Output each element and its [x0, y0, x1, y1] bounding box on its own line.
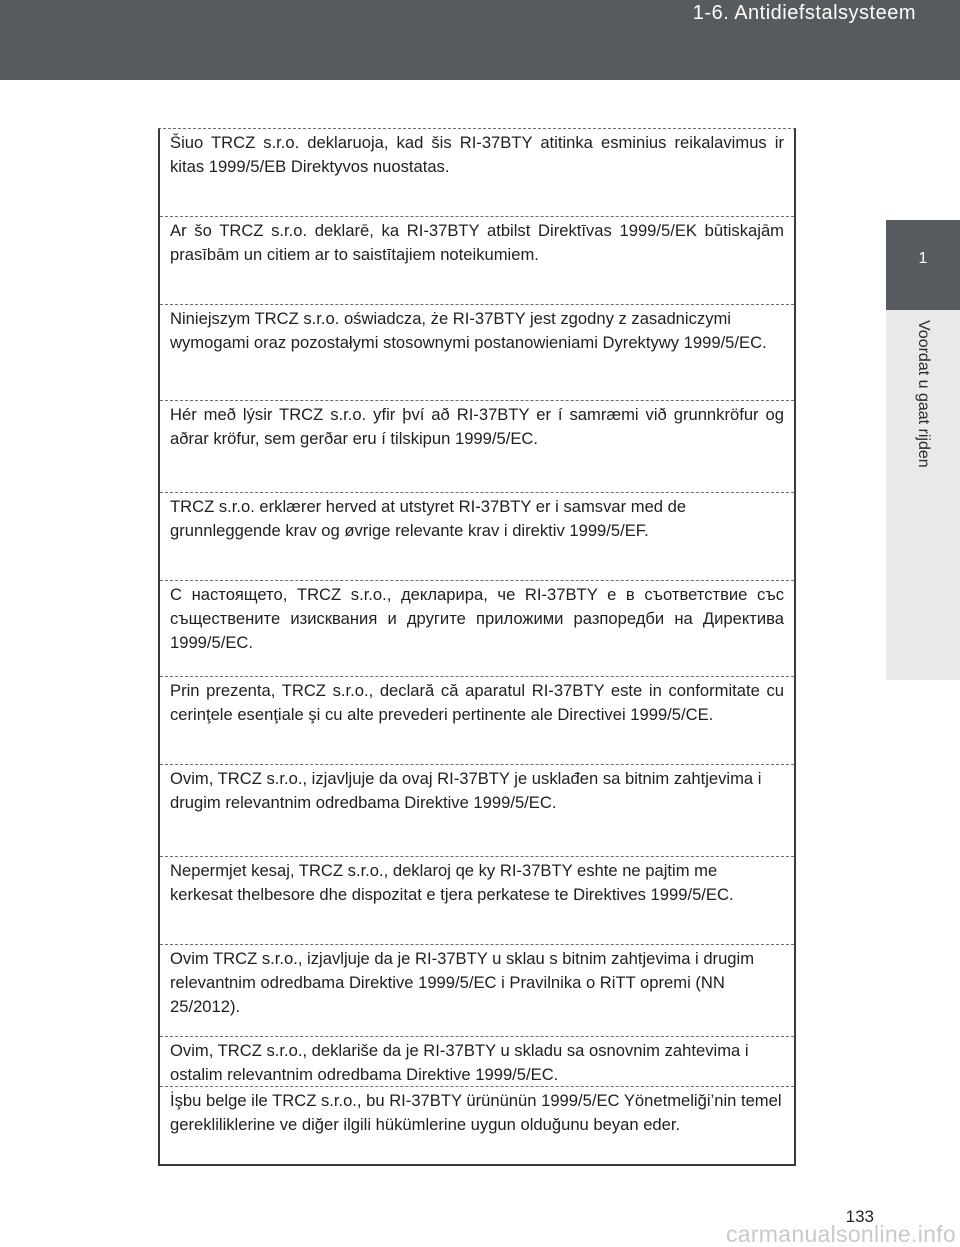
declaration-text: İşbu belge ile TRCZ s.r.o., bu RI-37BTY ürününün 1999/5/EC Yönetmeliği’nin temel gerekliliklerine ve diğer ilgili hükümlerine uygun olduğunu beyan eder. [170, 1091, 782, 1134]
declaration-row-turkish [160, 1087, 794, 1165]
declaration-text: Ar šo TRCZ s.r.o. deklarē, ka RI-37BTY atbilst Direktīvas 1999/5/EK būtiskajām prasībām un citiem ar to saistītajiem noteikumiem. [170, 221, 784, 264]
declaration-table [158, 128, 796, 1166]
chapter-number: 1 [918, 250, 928, 267]
declaration-text: Prin prezenta, TRCZ s.r.o., declară că aparatul RI-37BTY este in conformitate cu cerinţele esenţiale şi cu alte prevederi pertinente ale Directivei 1999/5/CE. [170, 681, 784, 724]
section-header-banner [0, 0, 960, 80]
section-title: 1-6. Antidiefstalsysteem [692, 2, 916, 24]
declaration-text: Ovim TRCZ s.r.o., izjavljuje da je RI-37BTY u sklau s bitnim zahtjevima i drugim relevantnim odredbama Direktive 1999/5/EC i Pravilnika o RiTT opremi (NN 25/2012). [170, 949, 755, 1016]
side-tab-spacer [886, 80, 960, 220]
declaration-text: Ovim, TRCZ s.r.o., deklariše da je RI-37BTY u skladu sa osnovnim zahtevima i ostalim relevantnim odredbama Direktive 1999/5/EC. [170, 1041, 749, 1084]
declaration-text: Šiuo TRCZ s.r.o. deklaruoja, kad šis RI-37BTY atitinka esminius reikalavimus ir kitas 1999/5/EB Direktyvos nuostatas. [170, 133, 784, 176]
declaration-row-norwegian [160, 493, 794, 581]
chapter-title: Voordat u gaat rijden [915, 320, 932, 468]
declaration-text: Ovim, TRCZ s.r.o., izjavljuje da ovaj RI-37BTY je usklađen sa bitnim zahtjevima i drugim relevantnim odredbama Direktive 1999/5/EC. [170, 769, 762, 812]
declaration-row-romanian [160, 677, 794, 765]
declaration-row-icelandic [160, 401, 794, 493]
page-number: 133 [845, 1207, 874, 1226]
declaration-row-latvian [160, 217, 794, 305]
declaration-row-serbian [160, 1037, 794, 1087]
declaration-text: Niniejszym TRCZ s.r.o. oświadcza, że RI-37BTY jest zgodny z zasadniczymi wymogami oraz pozostałymi stosownymi postanowieniami Dyrektywy 1999/5/EC. [170, 309, 767, 352]
declaration-text: Hér með lýsir TRCZ s.r.o. yfir því að RI-37BTY er í samræmi við grunnkröfur og aðrar kröfur, sem gerðar eru í tilskipun 1999/5/EC. [170, 405, 784, 448]
declaration-row-bulgarian [160, 581, 794, 677]
declaration-row-lithuanian [160, 129, 794, 217]
chapter-title-tab [886, 310, 960, 680]
declaration-row-polish [160, 305, 794, 401]
declaration-row-albanian [160, 857, 794, 945]
declaration-row-croatian [160, 945, 794, 1037]
declaration-text: TRCZ s.r.o. erklærer herved at utstyret RI-37BTY er i samsvar med de grunnleggende krav og øvrige relevante krav i direktiv 1999/5/EF. [170, 497, 687, 540]
watermark: carmanualsonline.info [725, 1221, 956, 1247]
declaration-text: Nepermjet kesaj, TRCZ s.r.o., deklaroj qe ky RI-37BTY eshte ne pajtim me kerkesat thelbesore dhe dispozitat e tjera perkatese te Direktives 1999/5/EC. [170, 861, 734, 904]
declaration-text: С настоящето, TRCZ s.r.o., декларира, че RI-37BTY е в съответствие със съществените изисквания и другите приложими разпоредби на Директива 1999/5/ЕС. [170, 585, 784, 652]
chapter-number-tab [886, 220, 960, 310]
declaration-row-bosnian [160, 765, 794, 857]
